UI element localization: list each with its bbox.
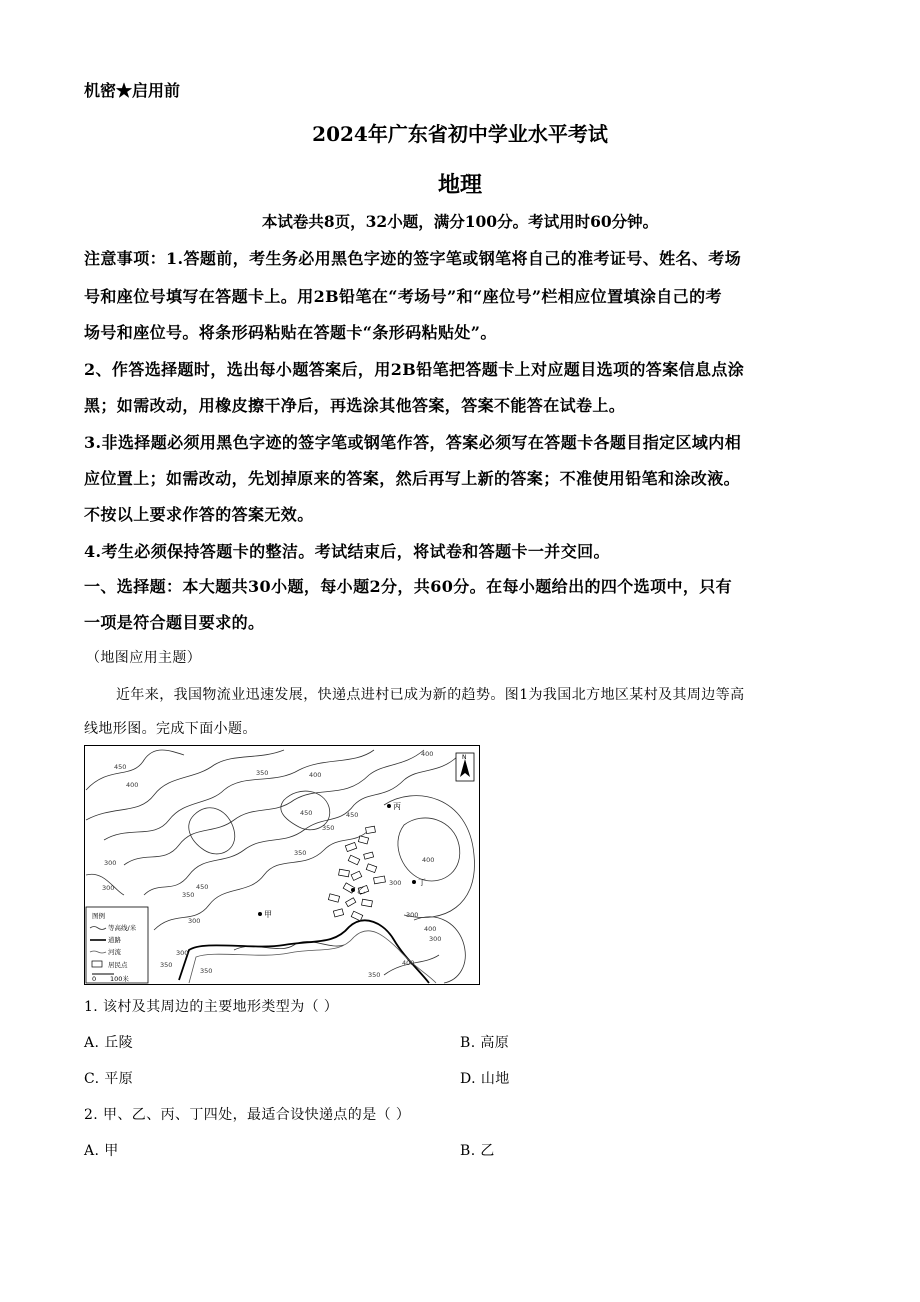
q1-option-d[interactable]: D. 山地 [460,1071,510,1087]
contour-label: 400 [402,959,415,967]
confidential-label: 机密★启用前 [84,81,181,100]
topic-label: （地图应用主题） [86,650,202,666]
q1-option-b[interactable]: B. 高原 [460,1035,510,1051]
contour-label: 400 [309,771,322,779]
intro-line-2: 线地形图。完成下面小题。 [84,721,257,737]
contour-label: 350 [200,967,213,975]
yi-point [351,888,355,892]
contour-label: 350 [160,961,173,969]
legend-contour: 等高线/米 [108,924,137,932]
legend-river: 河流 [108,948,121,956]
place-label-ding: 丁 [418,878,426,887]
q2-option-a[interactable]: A. 甲 [84,1143,119,1159]
bing-point [387,804,391,808]
contour-label: 300 [406,911,419,919]
scale-zero: 0 [92,975,97,983]
contour-label: 350 [182,891,195,899]
question-1-stem: 1. 该村及其周边的主要地形类型为（ ） [84,999,339,1015]
section-1-line-2: 一项是符合题目要求的。 [84,613,265,632]
contour-label: 450 [114,763,127,771]
exam-title: 2024年广东省初中学业水平考试 [312,122,608,146]
contour-label: 450 [196,883,209,891]
note-1-line-2: 号和座位号填写在答题卡上。用2B铅笔在“考场号”和“座位号”栏相应位置填涂自己的考 [84,287,722,306]
contour-label: 350 [322,824,335,832]
note-3-line-1: 3.非选择题必须用黑色字迹的签字笔或钢笔作答，答案必须写在答题卡各题目指定区域内相 [84,433,742,452]
contour-label: 400 [421,750,434,758]
q1-option-a[interactable]: A. 丘陵 [84,1035,134,1051]
contour-label: 300 [188,917,201,925]
contour-label: 350 [368,971,381,979]
note-1-line-1: 注意事项：1.答题前，考生务必用黑色字迹的签字笔或钢笔将自己的准考证号、姓名、考场 [84,249,742,268]
contour-label: 300 [102,884,115,892]
note-2-line-2: 黑；如需改动，用橡皮擦干净后，再选涂其他答案，答案不能答在试卷上。 [84,396,626,415]
question-2-stem: 2. 甲、乙、丙、丁四处，最适合设快递点的是（ ） [84,1107,411,1123]
exam-info: 本试卷共8页，32小题，满分100分。考试用时60分钟。 [261,212,659,231]
contour-label: 400 [422,856,435,864]
contour-label: 350 [294,849,307,857]
ding-point [412,880,416,884]
contour-map [84,745,480,985]
contour-label: 400 [424,925,437,933]
note-2-line-1: 2、作答选择题时，选出每小题答案后，用2B铅笔把答题卡上对应题目选项的答案信息点涂 [84,360,745,379]
scale-100: 100米 [110,975,129,983]
contour-label: 300 [176,949,189,957]
contour-label: 300 [429,935,442,943]
place-label-yi: 乙 [357,886,365,895]
section-1-line-1: 一、选择题：本大题共30小题，每小题2分，共60分。在每小题给出的四个选项中，只有 [84,577,733,596]
legend-road: 道路 [108,936,121,944]
contour-label: 350 [256,769,269,777]
contour-label: 400 [126,781,139,789]
contour-label: 450 [346,811,359,819]
subject-title: 地理 [437,172,482,198]
north-arrow [456,753,474,781]
legend-title: 图例 [92,912,105,920]
place-label-jia: 甲 [264,910,272,919]
place-label-bing: 丙 [393,802,401,811]
contour-label: 450 [300,809,313,817]
jia-point [258,912,262,916]
note-3-line-3: 不按以上要求作答的答案无效。 [84,505,314,524]
intro-line-1: 近年来，我国物流业迅速发展，快递点进村已成为新的趋势。图1为我国北方地区某村及其周边等高 [116,687,745,703]
legend-settlement: 居民点 [108,961,128,969]
note-3-line-2: 应位置上；如需改动，先划掉原来的答案，然后再写上新的答案；不准使用铅笔和涂改液。 [84,469,741,488]
contour-label: 300 [389,879,402,887]
note-4-line-1: 4.考生必须保持答题卡的整洁。考试结束后，将试卷和答题卡一并交回。 [84,542,610,561]
q1-option-c[interactable]: C. 平原 [84,1071,134,1087]
q2-option-b[interactable]: B. 乙 [460,1143,495,1159]
note-1-line-3: 场号和座位号。将条形码粘贴在答题卡“条形码粘贴处”。 [84,323,497,342]
map-legend [86,907,148,983]
north-label: N [462,754,467,761]
contour-label: 300 [104,859,117,867]
